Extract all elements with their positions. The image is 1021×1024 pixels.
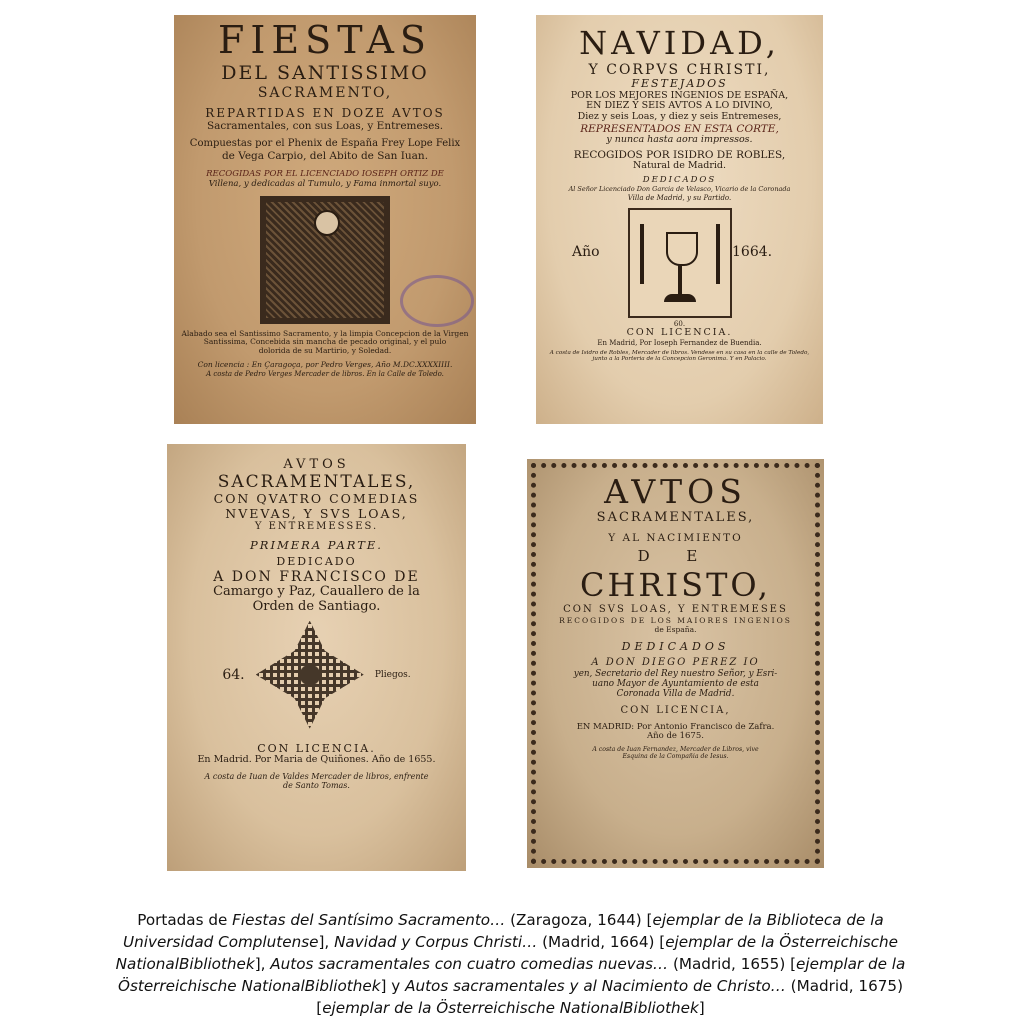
plate-line: CON LICENCIA. [257, 741, 376, 755]
plate-line: Y AL NACIMIENTO [608, 531, 743, 544]
plate-line: de España. [654, 625, 697, 635]
title-page-fiestas [174, 15, 476, 424]
plate-line: AVTOS [283, 457, 350, 472]
caption-source: ejemplar de la Österreichische NationalBibliothek [118, 955, 906, 995]
caption-text: (Madrid, 1675) [ [316, 977, 903, 1017]
caption-title: Fiestas del Santísimo Sacramento… [232, 911, 506, 929]
plate-line: FESTEJADOS [631, 76, 728, 90]
plate-line: Con licencia : En Çaragoça, por Pedro Verges, Año M.DC.XXXXIIII. [197, 360, 453, 370]
caption-source: ejemplar de la Biblioteca de la Universidad Complutense [123, 911, 884, 951]
plate-line: Santissima, Concebida sin mancha de pecado original, y el pulo [203, 337, 447, 347]
plate-line: Año de 1675. [647, 731, 704, 742]
plate-line: EN DIEZ Y SEIS AVTOS A LO DIVINO, [586, 100, 773, 112]
plate-line: Sacramentales, con sus Loas, y Entremeses. [206, 120, 444, 133]
plate-line: DEDICADO [276, 554, 357, 568]
title-page-autos-1655 [167, 444, 466, 871]
year-label: Año [572, 243, 600, 260]
chalice-icon [666, 232, 698, 266]
plate-line: de Santo Tomas. [283, 781, 350, 791]
sheet-count: 64. [222, 666, 245, 683]
plate-line: A costa de Isidro de Robles, Mercader de libros. Vendese en su casa en la calle de Toledo, [549, 349, 810, 356]
plate-line: uano Mayor de Ayuntamiento de esta [592, 678, 759, 689]
caption-text: ], [318, 933, 335, 951]
plate-line: A costa de Iuan de Valdes Mercader de libros, enfrente [204, 772, 429, 782]
chalice-woodcut [628, 208, 732, 318]
plate-line: 60. [673, 319, 686, 328]
plate-line: Esquina de la Compañia de Iesus. [622, 753, 729, 761]
plate-title: NAVIDAD, [579, 24, 780, 62]
plate-line: Natural de Madrid. [632, 160, 727, 172]
plate-line: CON LICENCIA, [620, 705, 731, 717]
plate-line: dolorida de su Martirio, y Soledad. [258, 345, 392, 355]
caption-text: (Madrid, 1655) [ [668, 955, 797, 973]
caption-title: Navidad y Corpus Christi… [334, 933, 538, 951]
caption-text: Portadas de [137, 911, 233, 929]
plate-line: Coronada Villa de Madrid. [616, 689, 735, 700]
plate-line: y nunca hasta aora impressos. [606, 134, 753, 146]
caption-text: ] [698, 999, 705, 1017]
plate-line: A DON FRANCISCO DE [213, 568, 420, 585]
plate-line: Compuestas por el Phenix de España Frey Lope Felix [189, 138, 461, 150]
plate-line: RECOGIDOS DE LOS MAIORES INGENIOS [559, 616, 792, 626]
plate-line: CON SVS LOAS, Y ENTREMESES [563, 603, 788, 615]
plate-line: yen, Secretario del Rey nuestro Señor, y Esri- [573, 668, 778, 679]
plate-line: REPRESENTADOS EN ESTA CORTE, [580, 123, 779, 136]
plate-line: Camargo y Paz, Cauallero de la [213, 583, 420, 599]
plate-line: NVEVAS, Y SVS LOAS, [225, 505, 408, 521]
plate-line: DEL SANTISSIMO [221, 61, 429, 84]
plate-line: Villena, y dedicadas al Tumulo, y Fama inmortal suyo. [208, 178, 442, 189]
plate-line: Y ENTREMESSES. [254, 521, 379, 533]
plate-line: CON LICENCIA. [626, 326, 733, 338]
caption-text: ] y [380, 977, 406, 995]
plate-line: A DON DIEGO PEREZ IO [591, 657, 760, 669]
plate-title: FIESTAS [218, 18, 432, 62]
plate-line: EN MADRID: Por Antonio Francisco de Zafra. [576, 721, 775, 732]
plate-line: SACRAMENTO, [257, 84, 393, 101]
caption-source: ejemplar de la Österreichische NationalBibliothek [322, 999, 699, 1017]
caption-title: Autos sacramentales con cuatro comedias nuevas… [270, 955, 669, 973]
plate-line: A costa de Iuan Fernandez, Mercader de Libros, vive [592, 746, 759, 754]
plate-line: PRIMERA PARTE. [250, 537, 383, 552]
plate-line: REPARTIDAS EN DOZE AVTOS [205, 105, 445, 120]
plate-line: CON QVATRO COMEDIAS [213, 491, 420, 507]
plate-line: En Madrid, Por Ioseph Fernandez de Buendia. [597, 338, 762, 347]
plate-line: SACRAMENTALES, [217, 471, 416, 492]
caption-source: ejemplar de la Österreichische NationalBibliothek [115, 933, 898, 973]
figure-caption [100, 909, 921, 1019]
plate-line: Diez y seis Loas, y diez y seis Entremeses, [577, 111, 782, 123]
plate-line: Orden de Santiago. [252, 598, 381, 614]
plate-line: DEDICADOS [642, 175, 717, 186]
plate-line: Alabado sea el Santissimo Sacramento, y la limpia Concepcion de la Virgen [181, 328, 469, 338]
host-icon [314, 210, 340, 236]
library-stamp [400, 275, 474, 327]
caption-text: ], [254, 955, 271, 973]
plate-line: En Madrid. Por Maria de Quiñones. Año de 1655. [197, 754, 436, 766]
title-page-autos-1675 [527, 459, 824, 868]
caption-text: (Zaragoza, 1644) [ [505, 911, 653, 929]
plate-line: SACRAMENTALES, [596, 509, 755, 525]
year-value: 1664. [732, 243, 773, 260]
caption-text: (Madrid, 1664) [ [537, 933, 666, 951]
plate-line: Al Señor Licenciado Don Garcia de Velasco, Vicario de la Coronada [568, 185, 791, 194]
plate-line: DEDICADOS [621, 639, 730, 653]
woodcut-illustration [260, 196, 390, 324]
title-page-navidad [536, 15, 823, 424]
plate-line: de Vega Carpio, del Abito de San Iuan. [221, 149, 429, 162]
plate-line: D E [637, 546, 714, 565]
plate-line: junto a la Porteria de la Concepcion Geronima. Y en Palacio. [592, 356, 767, 363]
plate-line: POR LOS MEJORES INGENIOS DE ESPAÑA, [570, 89, 789, 101]
plate-line: A costa de Pedro Verges Mercader de libros. En la Calle de Toledo. [206, 370, 444, 379]
plate-line: Y CORPVS CHRISTI, [588, 61, 771, 78]
plate-line: RECOGIDAS POR EL LICENCIADO IOSEPH ORTIZ DE [206, 169, 444, 180]
plate-line: Villa de Madrid, y su Partido. [627, 193, 732, 202]
plate-title: CHRISTO, [580, 566, 771, 605]
plate-line: RECOGIDOS POR ISIDRO DE ROBLES, [573, 149, 786, 162]
sheet-label: Pliegos. [374, 669, 411, 680]
ornament-icon [256, 621, 364, 729]
caption-title: Autos sacramentales y al Nacimiento de Christo… [405, 977, 786, 995]
plate-title: AVTOS [604, 472, 747, 511]
